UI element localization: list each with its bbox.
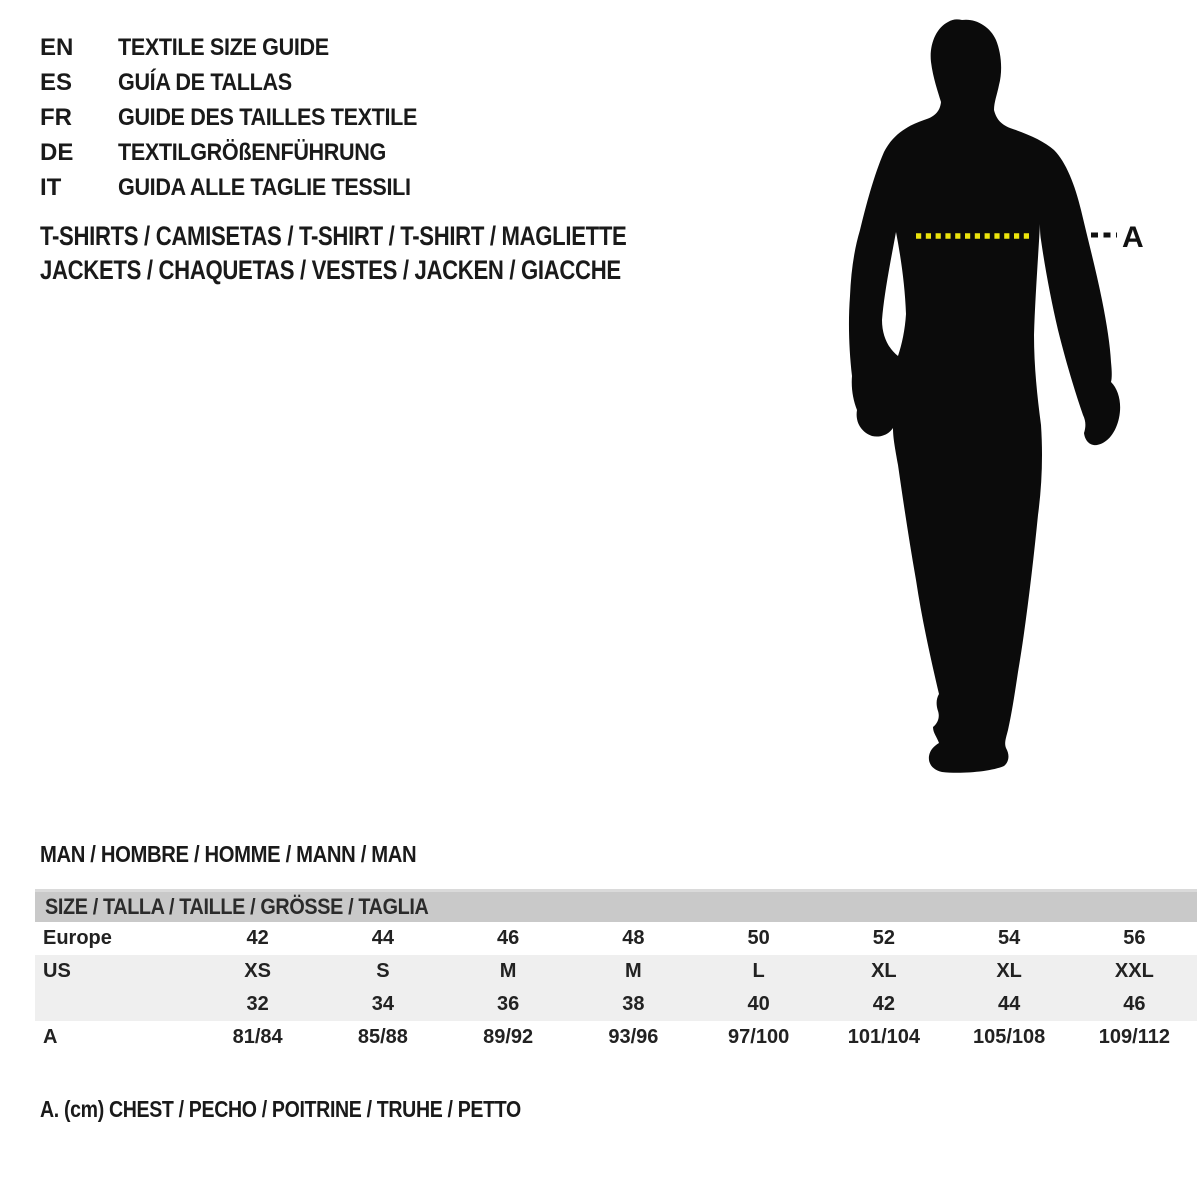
measure-label-a: A [1122,221,1144,254]
size-value: 40 [747,993,770,1015]
size-value: 93/96 [608,1026,659,1048]
size-value: 109/112 [1098,1026,1170,1048]
size-value: XL [871,960,897,982]
size-value: 81/84 [232,1026,283,1048]
size-table-header [35,889,1197,922]
size-value: 32 [246,993,269,1015]
size-value: 54 [998,927,1021,949]
size-value: XXL [1114,960,1154,982]
language-code: DE [40,138,74,166]
size-value: 89/92 [483,1026,534,1048]
man-silhouette [849,19,1120,772]
size-value: 101/104 [847,1026,921,1048]
language-title: GUIDE DES TAILLES TEXTILE [118,103,418,131]
size-value: 85/88 [357,1026,408,1048]
measurement-footnote-text: A. (cm) CHEST / PECHO / POITRINE / TRUHE / PETTO [40,1096,521,1122]
size-value: L [752,960,765,982]
language-code: IT [40,173,62,201]
size-value: 97/100 [728,1026,790,1048]
size-value: 46 [497,927,520,949]
size-value: 42 [246,927,269,949]
size-value: M [625,960,642,982]
table-row-europe [35,922,1197,955]
size-value: 44 [998,993,1021,1015]
table-row-us [35,955,1197,988]
section-heading [40,841,468,868]
size-value: 44 [371,927,394,949]
size-value: XL [996,960,1022,982]
size-value: 105/108 [972,1026,1046,1048]
size-value: 42 [872,993,895,1015]
measurement-footnote [40,1096,606,1123]
size-value: 38 [622,993,645,1015]
size-value: 56 [1123,927,1146,949]
size-value: 34 [371,993,394,1015]
row-label: US [43,960,71,982]
category-line-jackets: JACKETS / CHAQUETAS / VESTES / JACKEN / GIACCHE [40,255,621,285]
table-row-chest [35,1021,1197,1054]
size-value: 46 [1123,993,1146,1015]
language-title: GUIDA ALLE TAGLIE TESSILI [118,173,411,201]
language-title: GUÍA DE TALLAS [118,68,292,96]
language-code: ES [40,68,73,96]
row-label: A [43,1026,58,1048]
size-value: 36 [497,993,520,1015]
size-value: XS [244,960,271,982]
table-row-numeric [35,988,1197,1021]
category-line-tshirts: T-SHIRTS / CAMISETAS / T-SHIRT / T-SHIRT / MAGLIETTE [40,221,627,251]
language-code: FR [40,103,72,131]
language-title: TEXTILGRÖßENFÜHRUNG [118,138,386,166]
row-label: Europe [43,927,112,949]
size-table-header-text: SIZE / TALLA / TAILLE / GRÖSSE / TAGLIA [45,894,429,919]
size-table [35,889,1197,1054]
section-heading-text: MAN / HOMBRE / HOMME / MANN / MAN [40,841,417,867]
size-value: 48 [622,927,645,949]
size-value: M [499,960,517,982]
language-code: EN [40,33,74,61]
size-value: 52 [872,927,895,949]
size-value: S [376,960,390,982]
language-title: TEXTILE SIZE GUIDE [118,33,329,61]
size-value: 50 [747,927,770,949]
